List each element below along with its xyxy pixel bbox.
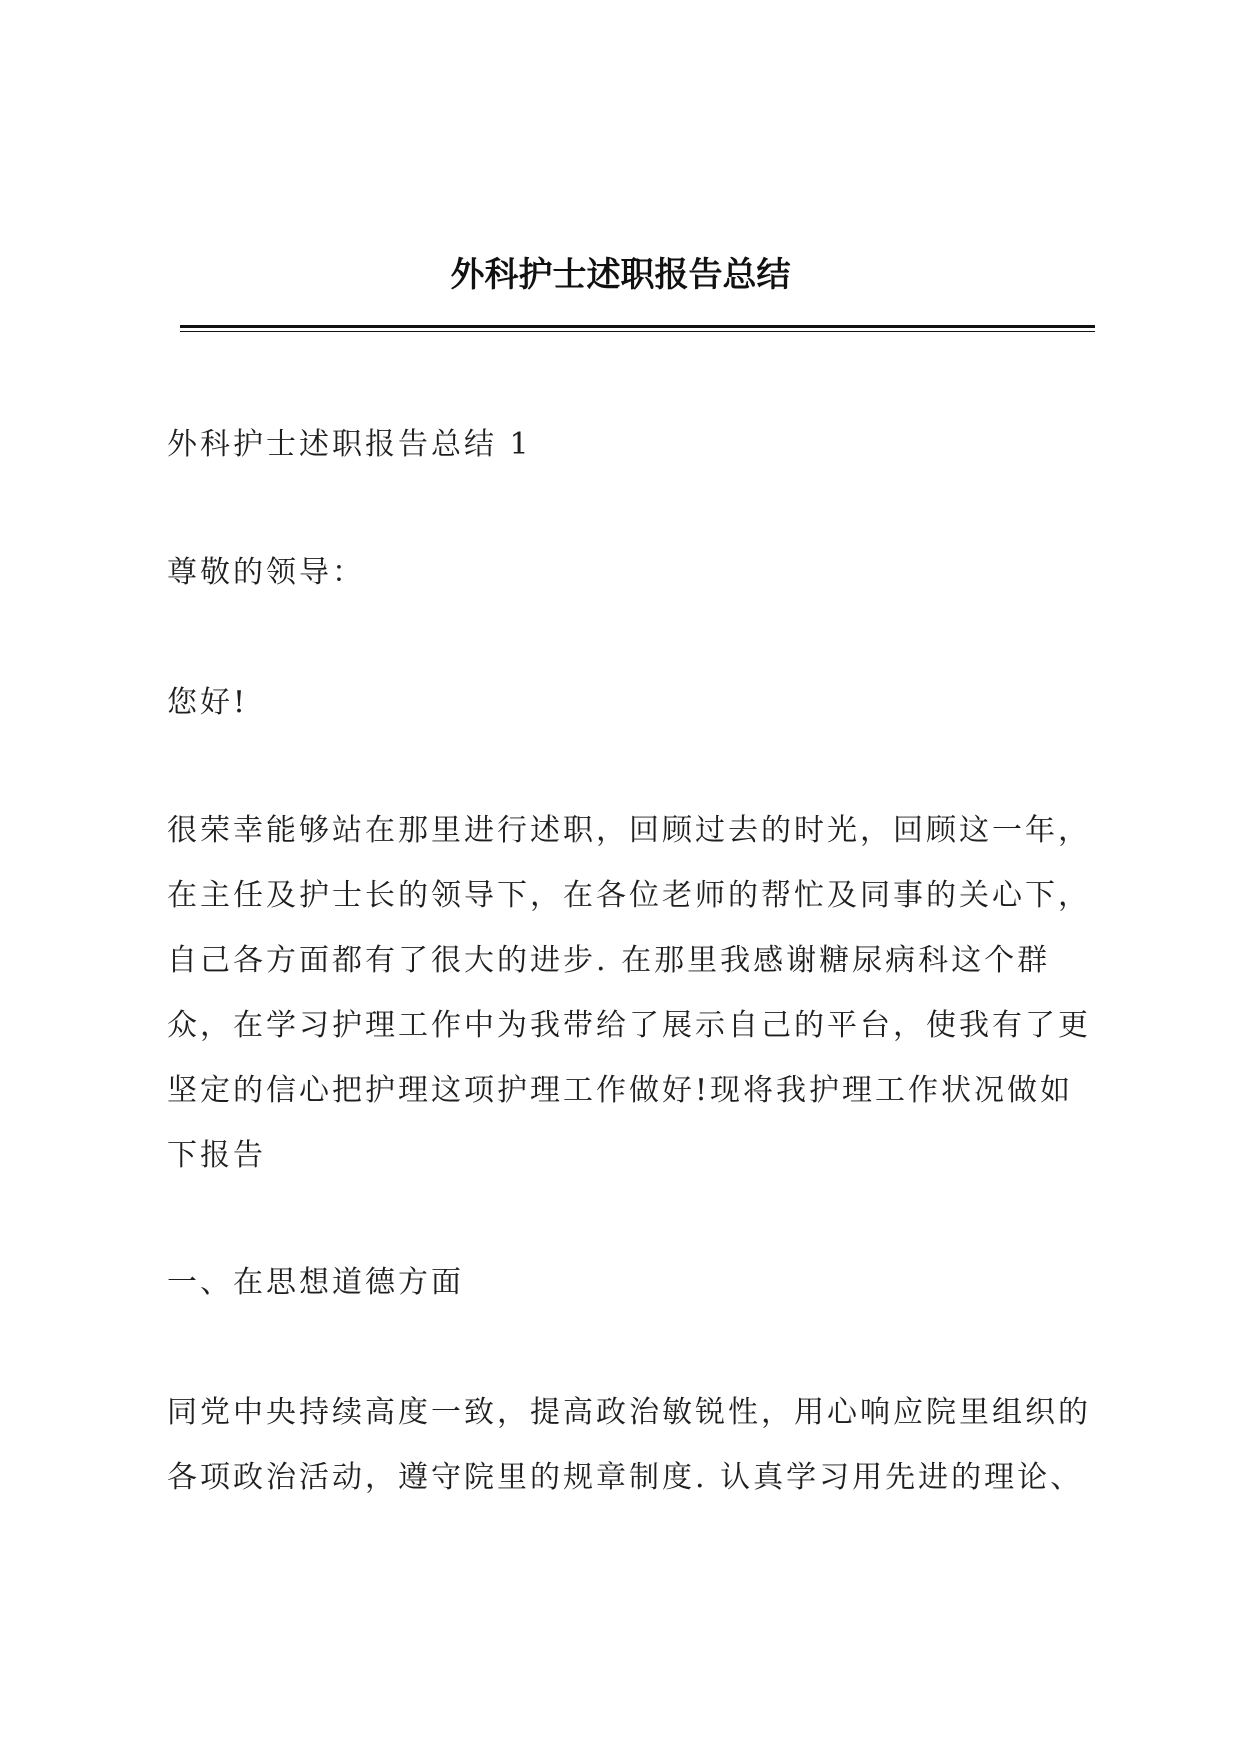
report-heading: 外科护士述职报告总结 1 [167,427,532,462]
hello-paragraph: 您好! [167,685,249,720]
title-double-rule [180,325,1095,331]
section-body-ideology: 同党中央持续高度一致，提高政治敏锐性，用心响应院里组织的各项政治活动，遵守院里的规章制度. 认真学习用先进的理论、 [167,1395,1091,1495]
document-title: 外科护士述职报告总结 [450,255,791,295]
greeting-paragraph: 尊敬的领导： [167,555,365,590]
section-heading-ideology: 一、在思想道德方面 [167,1265,464,1300]
intro-paragraph: 很荣幸能够站在那里进行述职，回顾过去的时光，回顾这一年，在主任及护士长的领导下，在各位老师的帮忙及同事的关心下，自己各方面都有了很大的进步. 在那里我感谢糖尿病科这个群众，在学习护理工作中为我带给了展示自己的平台，使我有了更坚定的信心把护理这项护理工作做好!现将我护理工作状况做如下报告 [167,813,1091,1173]
